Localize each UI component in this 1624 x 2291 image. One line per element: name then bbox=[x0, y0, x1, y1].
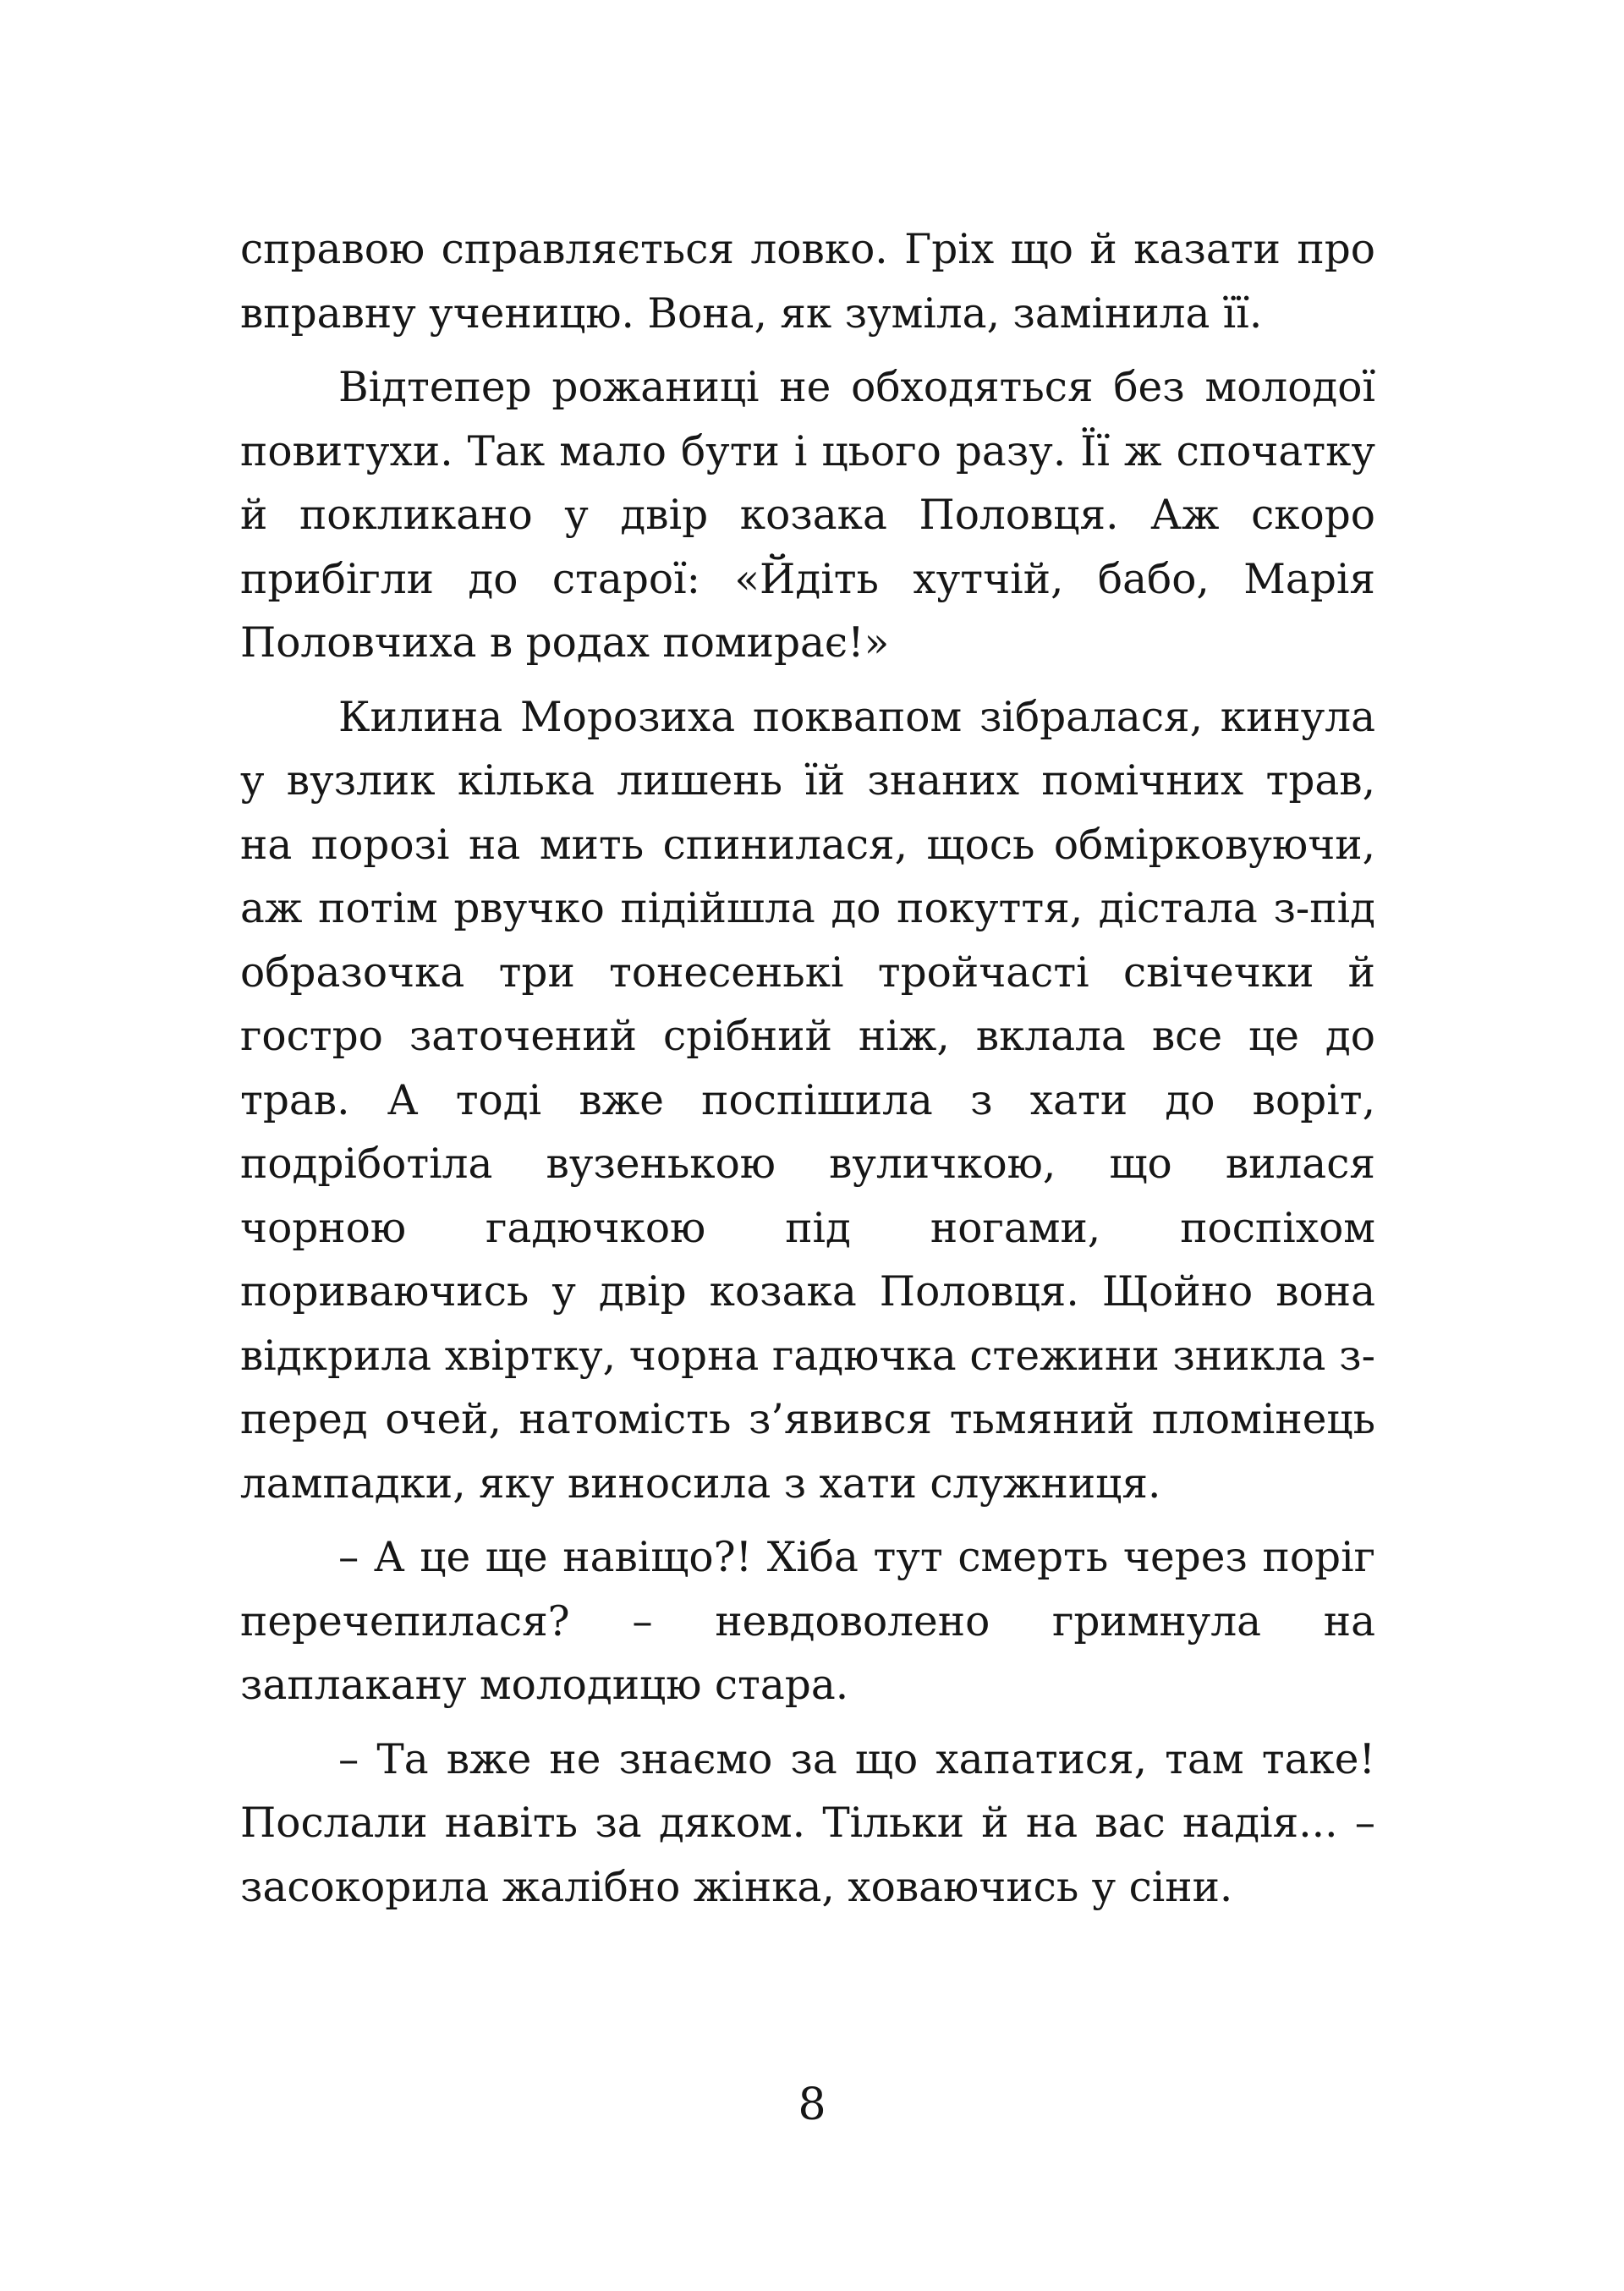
paragraph-4: – А це ще навіщо?! Хіба тут смерть через поріг перечепилася? – невдоволено гримнула на заплакану молодицю стара. bbox=[240, 1534, 1375, 1709]
paragraph-1: справою справляється ловко. Гріх що й казати про вправну ученицю. Вона, як зуміла, замінила її. bbox=[240, 226, 1375, 338]
page-number: 8 bbox=[798, 2079, 826, 2130]
paragraph-5: – Та вже не знаємо за що хапатися, там таке! Послали навіть за дяком. Тільки й на вас надія... – засокорила жалібно жінка, ховаючись у сіни. bbox=[240, 1735, 1375, 1911]
paragraph-3: Килина Морозиха поквапом зібралася, кинула у вузлик кілька лишень їй знаних помічних трав, на порозі на мить спинилася, щось обмірковуючи, аж потім рвучко підійшла до покуття, дістала з-під образочка три тонесенькі тройчасті свічечки й гостро заточений срібний ніж, вклала все це до трав. А тоді вже поспішила з хати до воріт, подріботіла вузенькою вуличкою, що вилася чорною гадючкою під ногами, поспіхом пориваючись у двір козака Половця. Щойно вона відкрила хвіртку, чорна гадючка стежини зникла з-перед очей, натомість з’явився тьмяний пломінець лампадки, яку виносила з хати служниця. bbox=[240, 693, 1375, 1508]
paragraph-2: Відтепер рожаниці не обходяться без молодої повитухи. Так мало бути і цього разу. Її ж спочатку й покликано у двір козака Половця. Аж скоро прибігли до старої: «Йдіть хутчій, бабо, Марія Половчиха в родах помирає!» bbox=[240, 364, 1375, 667]
body-text bbox=[240, 218, 1375, 1920]
